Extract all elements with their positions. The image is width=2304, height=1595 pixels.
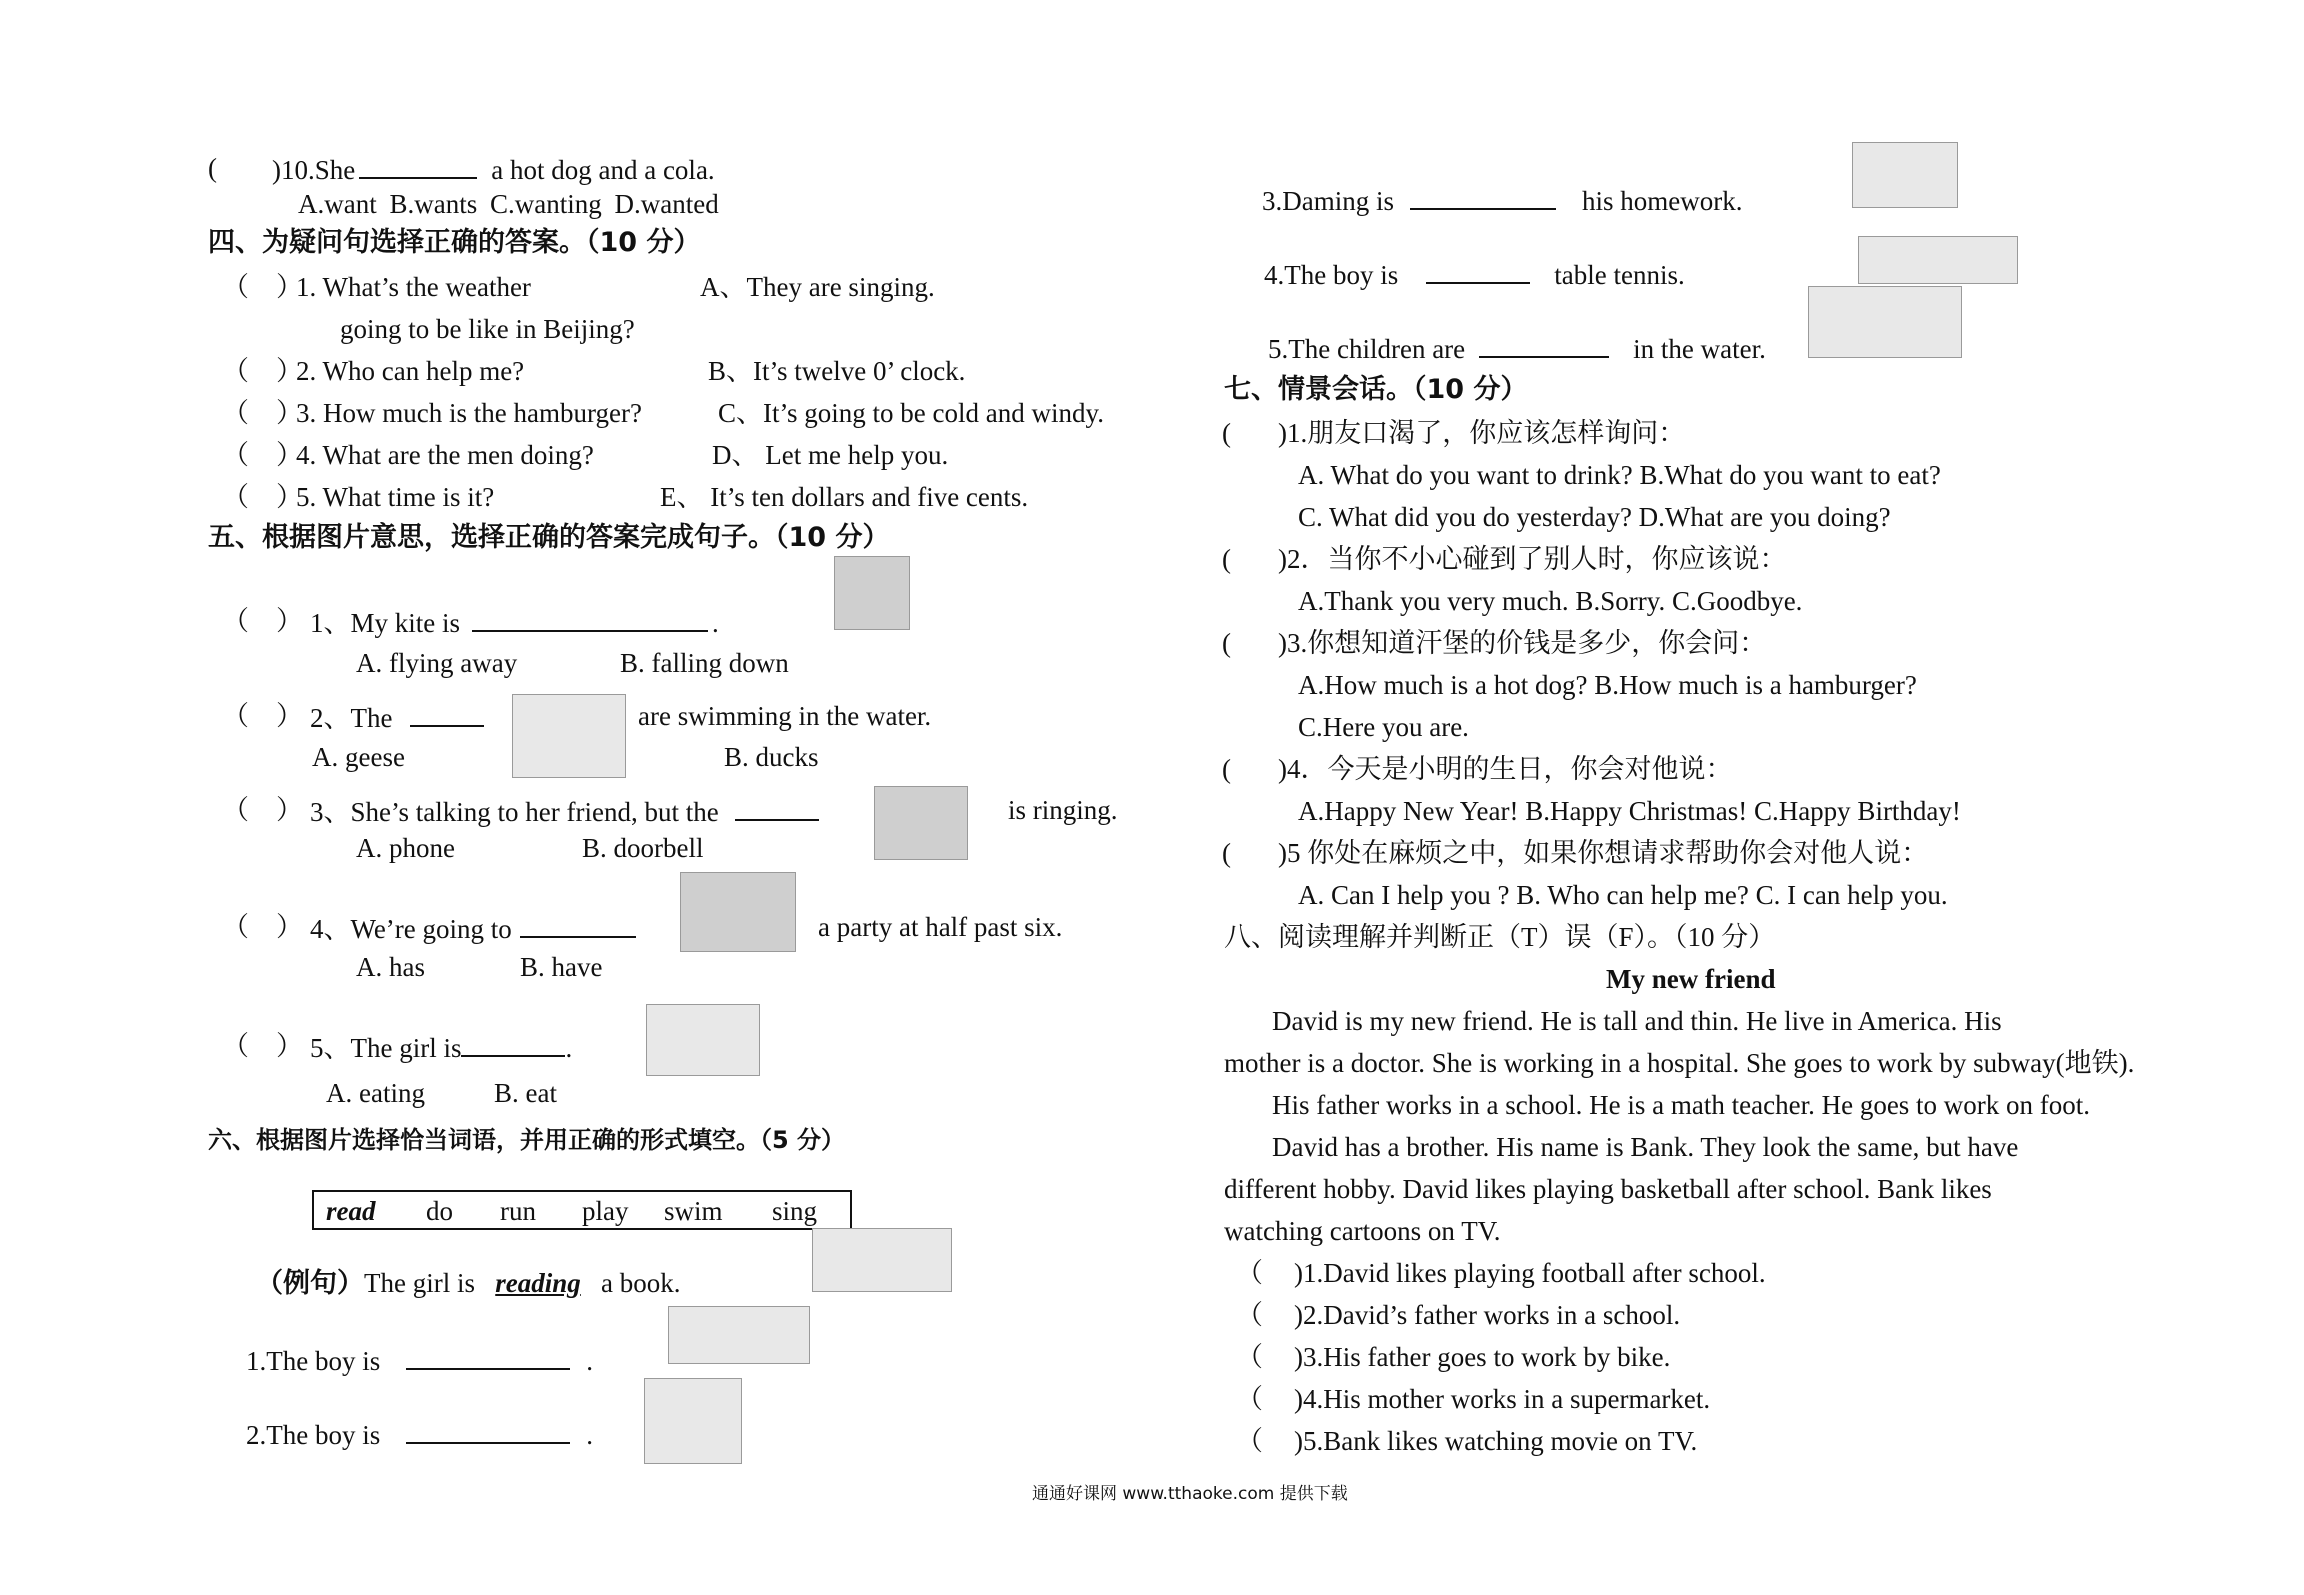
s4-question-4: 4. What are the men doing? (296, 440, 594, 470)
s4-answer-d: D、 Let me help you. (712, 440, 949, 470)
s6-q2 (246, 1420, 593, 1449)
s7-paren-5: ( (1222, 838, 1231, 868)
s5-q2-text: 2、The (310, 703, 393, 733)
judge-paren-1: （ (1236, 1258, 1263, 1288)
s7-q1-opt1: A. What do you want to drink? B.What do you want to eat? (1298, 460, 1941, 490)
word-sing: sing (772, 1196, 818, 1226)
s5-paren-3: （ ） (222, 795, 303, 825)
r-q4 (1264, 260, 1685, 289)
s6-q1-text: 1.The boy is (246, 1346, 381, 1376)
s6-q1-blank[interactable] (406, 1346, 570, 1370)
s4-paren-3: （ ） (222, 398, 303, 428)
section7-heading: 七、情景会话。（10 分） (1224, 374, 1528, 405)
judge-paren-2: （ (1236, 1300, 1263, 1330)
example-answer: reading (495, 1268, 581, 1298)
homework-picture (1852, 142, 1958, 208)
word-do: do (426, 1196, 453, 1226)
judge-5: )5.Bank likes watching movie on TV. (1294, 1426, 1698, 1456)
s4-answer-c: C、It’s going to be cold and windy. (718, 398, 1104, 428)
example-post: a book. (601, 1268, 681, 1298)
s5-paren-2: （ ） (222, 701, 303, 731)
q10-options: A.want B.wants C.wanting D.wanted (298, 189, 719, 219)
eating-girl-picture (646, 1004, 760, 1076)
s7-q5-stem: )5 你处在麻烦之中，如果你想请求帮助你会对他人说： (1278, 838, 1929, 868)
word-play: play (582, 1196, 629, 1226)
word-read: read (326, 1196, 376, 1226)
s5-q2-after: are swimming in the water. (638, 701, 932, 731)
s5-q2-opt-a: A. geese (312, 742, 405, 772)
r-q5-after: in the water. (1633, 334, 1766, 364)
s5-q2-opt-b: B. ducks (724, 742, 819, 772)
s6-example (256, 1270, 680, 1297)
s5-q3-text: 3、She’s talking to her friend, but the (310, 797, 719, 827)
answer-paren: ( (208, 153, 217, 183)
s5-q3 (310, 797, 819, 826)
s5-q5-blank[interactable] (461, 1033, 565, 1057)
q10-blank[interactable] (359, 155, 477, 179)
s5-q3-opt-b: B. doorbell (582, 833, 704, 863)
s5-q2-blank[interactable] (410, 703, 484, 727)
s5-q4-opt-b: B. have (520, 952, 603, 982)
table-tennis-picture (1858, 236, 2018, 284)
s4-question-2: 2. Who can help me? (296, 356, 525, 386)
judge-paren-5: （ (1236, 1426, 1263, 1456)
r-q5 (1268, 334, 1766, 363)
s5-q1-blank[interactable] (472, 608, 708, 632)
s7-q3-stem: )3.你想知道汗堡的价钱是多少，你会问： (1278, 628, 1767, 658)
r-q5-text: 5.The children are (1268, 334, 1466, 364)
s5-q5-opt-b: B. eat (494, 1078, 557, 1108)
s7-paren-4: ( (1222, 754, 1231, 784)
s5-q2 (310, 703, 484, 732)
s7-paren-2: ( (1222, 544, 1231, 574)
party-picture (680, 872, 796, 952)
ducks-picture (512, 694, 626, 778)
reading-p1-line1: David is my new friend. He is tall and thin. He live in America. His (1272, 1006, 2002, 1036)
section8-heading: 八、阅读理解并判断正（T）误（F）。（10 分） (1224, 922, 1776, 952)
s5-q4-opt-a: A. has (356, 952, 425, 982)
s7-paren-3: ( (1222, 628, 1231, 658)
s5-q4 (310, 914, 636, 943)
page-footer: 通通好课网 www.tthaoke.com 提供下载 (1032, 1484, 1348, 1504)
s4-answer-b: B、It’s twelve 0’ clock. (708, 356, 966, 386)
r-q5-blank[interactable] (1479, 334, 1609, 358)
s4-question-1-cont: going to be like in Beijing? (340, 314, 635, 344)
s7-paren-1: ( (1222, 418, 1231, 448)
s5-q1-text: 1、My kite is (310, 608, 461, 638)
s4-paren-1: （ ） (222, 272, 303, 302)
s7-q4-stem: )4．今天是小明的生日，你会对他说： (1278, 754, 1733, 784)
s7-q3-opt2: C.Here you are. (1298, 712, 1469, 742)
r-q4-after: table tennis. (1554, 260, 1685, 290)
s5-q1-dot: . (712, 608, 719, 638)
kite-picture (834, 556, 910, 630)
s5-q5-dot: . (565, 1033, 573, 1063)
s7-q2-stem: )2．当你不小心碰到了别人时，你应该说： (1278, 544, 1787, 574)
word-swim: swim (664, 1196, 723, 1226)
judge-4: )4.His mother works in a supermarket. (1294, 1384, 1711, 1414)
s6-q1 (246, 1346, 593, 1375)
s5-paren-4: （ ） (222, 912, 303, 942)
s6-q1-dot: . (586, 1346, 593, 1376)
s6-q2-blank[interactable] (406, 1420, 570, 1444)
s4-paren-5: （ ） (222, 482, 303, 512)
s5-paren-5: （ ） (222, 1031, 303, 1061)
s6-q2-dot: . (586, 1420, 593, 1450)
reading-p3-line1: David has a brother. His name is Bank. They look the same, but have (1272, 1132, 2019, 1162)
s4-paren-2: （ ） (222, 356, 303, 386)
s5-q3-blank[interactable] (735, 797, 819, 821)
reading-p1-line2: mother is a doctor. She is working in a hospital. She goes to work by subway(地铁). (1224, 1048, 2135, 1078)
r-q3 (1262, 186, 1742, 215)
r-q3-blank[interactable] (1410, 186, 1556, 210)
s5-q5-opt-a: A. eating (326, 1078, 425, 1108)
s5-q5 (310, 1033, 572, 1062)
s5-q5-text: 5、The girl is (310, 1033, 462, 1063)
s5-q4-after: a party at half past six. (818, 912, 1063, 942)
s5-q3-after: is ringing. (1008, 795, 1118, 825)
s4-paren-4: （ ） (222, 440, 303, 470)
judge-paren-3: （ (1236, 1342, 1263, 1372)
q10-stem (272, 155, 715, 184)
s7-q4-opt1: A.Happy New Year! B.Happy Christmas! C.Happy Birthday! (1298, 796, 1961, 826)
s6-q2-text: 2.The boy is (246, 1420, 381, 1450)
phone-picture (874, 786, 968, 860)
s5-paren-1: （ ） (222, 606, 303, 636)
s5-q1-opt-b: B. falling down (620, 648, 789, 678)
s7-q3-opt1: A.How much is a hot dog? B.How much is a hamburger? (1298, 670, 1917, 700)
judge-paren-4: （ (1236, 1384, 1263, 1414)
singing-boy-picture (668, 1306, 810, 1364)
s4-question-3: 3. How much is the hamburger? (296, 398, 642, 428)
q10-number: )10.She (272, 155, 356, 185)
example-label: （例句） (256, 1268, 364, 1299)
r-q4-text: 4.The boy is (1264, 260, 1399, 290)
r-q3-text: 3.Daming is (1262, 186, 1394, 216)
s4-answer-e: E、 It’s ten dollars and five cents. (660, 482, 1029, 512)
r-q3-after: his homework. (1582, 186, 1743, 216)
word-run: run (500, 1196, 536, 1226)
s5-q3-opt-a: A. phone (356, 833, 455, 863)
reading-p3-line2: different hobby. David likes playing basketball after school. Bank likes (1224, 1174, 1992, 1204)
section5-heading: 五、根据图片意思，选择正确的答案完成句子。（10 分） (208, 522, 890, 553)
running-boy-picture (644, 1378, 742, 1464)
s7-q1-stem: )1.朋友口渴了，你应该怎样询问： (1278, 418, 1686, 448)
judge-3: )3.His father goes to work by bike. (1294, 1342, 1671, 1372)
section4-heading: 四、为疑问句选择正确的答案。（10 分） (208, 227, 701, 258)
swimming-children-picture (1808, 286, 1962, 358)
q10-after: a hot dog and a cola. (491, 155, 715, 185)
s5-q1-opt-a: A. flying away (356, 648, 518, 678)
reading-p3-line3: watching cartoons on TV. (1224, 1216, 1501, 1246)
reading-title: My new friend (1606, 964, 1776, 994)
s7-q2-opt1: A.Thank you very much. B.Sorry. C.Goodbye. (1298, 586, 1803, 616)
r-q4-blank[interactable] (1426, 260, 1530, 284)
s4-question-5: 5. What time is it? (296, 482, 495, 512)
s7-q1-opt2: C. What did you do yesterday? D.What are you doing? (1298, 502, 1891, 532)
s4-question-1: 1. What’s the weather (296, 272, 531, 302)
s5-q4-blank[interactable] (520, 914, 636, 938)
example-pre: The girl is (364, 1268, 475, 1298)
s7-q5-opt1: A. Can I help you ? B. Who can help me? C. I can help you. (1298, 880, 1948, 910)
section6-heading: 六、根据图片选择恰当词语，并用正确的形式填空。（5 分） (208, 1126, 846, 1154)
reading-girl-picture (812, 1228, 952, 1292)
s5-q1 (310, 608, 719, 637)
s5-q4-text: 4、We’re going to (310, 914, 512, 944)
reading-p2: His father works in a school. He is a math teacher. He goes to work on foot. (1272, 1090, 2091, 1120)
judge-1: )1.David likes playing football after school. (1294, 1258, 1766, 1288)
s4-answer-a: A、They are singing. (700, 272, 935, 302)
judge-2: )2.David’s father works in a school. (1294, 1300, 1681, 1330)
